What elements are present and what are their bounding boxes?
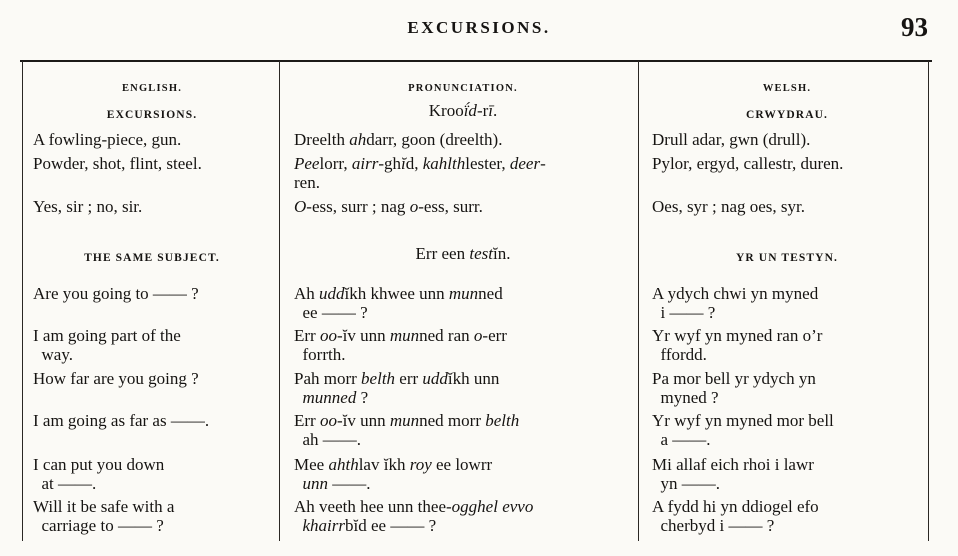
welsh-entry: Pylor, ergyd, callestr, duren. <box>652 154 844 173</box>
welsh-entry: Mi allaf eich rhoi i lawr yn ——. <box>652 455 814 493</box>
pronunciation-entry: Mee ahthlav ĭkh roy ee lowrr unn ——. <box>294 455 493 493</box>
english-entry: A fowling-piece, gun. <box>33 130 182 149</box>
welsh-column <box>652 0 922 556</box>
section-heading-pronunciation: Err een testĭn. <box>415 244 511 263</box>
welsh-entry: A fydd hi yn ddiogel efo cherbyd i —— ? <box>652 497 819 535</box>
pronunciation-entry: Err oo-ĭv unn munned morr belth ah ——. <box>294 411 520 449</box>
welsh-entry: Drull adar, gwn (drull). <box>652 130 811 149</box>
welsh-entry: Oes, syr ; nag oes, syr. <box>652 197 805 216</box>
column-header-pronunciation: PRONUNCIATION. <box>408 83 518 94</box>
section-heading-english: EXCURSIONS. <box>106 109 198 121</box>
section-heading-english: THE SAME SUBJECT. <box>84 252 220 264</box>
english-entry: I am going part of the way. <box>33 326 181 364</box>
welsh-entry: A ydych chwi yn myned i —— ? <box>652 284 819 322</box>
pronunciation-entry: Dreelth ahdarr, goon (dreelth). <box>294 130 503 149</box>
pronunciation-entry: Err oo-ĭv unn munned ran o-err forrth. <box>294 326 507 364</box>
section-heading-welsh: CRWYDRAU. <box>745 109 828 121</box>
english-entry: I am going as far as ——. <box>33 411 210 430</box>
english-entry: Powder, shot, flint, steel. <box>33 154 202 173</box>
english-entry: Yes, sir ; no, sir. <box>33 197 143 216</box>
running-title: EXCURSIONS. <box>407 18 551 37</box>
english-column <box>33 0 271 556</box>
column-rule <box>22 61 23 541</box>
section-heading-welsh: YR UN TESTYN. <box>736 252 838 264</box>
english-entry: I can put you down at ——. <box>33 455 165 493</box>
pronunciation-entry: Pah morr belth err uddĭkh unn munned ? <box>294 369 500 407</box>
column-rule <box>279 61 280 541</box>
pronunciation-entry: O-ess, surr ; nag o-ess, surr. <box>294 197 483 216</box>
column-header-english: ENGLISH. <box>121 83 183 94</box>
section-heading-pronunciation: Krooḯd-rī. <box>428 101 498 120</box>
column-header-welsh: WELSH. <box>762 83 812 94</box>
welsh-entry: Pa mor bell yr ydych yn myned ? <box>652 369 816 407</box>
column-rule <box>928 61 929 541</box>
pronunciation-entry: Ah veeth hee unn thee-ogghel evvo khairrbĭd ee —— ? <box>294 497 534 535</box>
column-rule <box>638 61 639 541</box>
english-entry: Will it be safe with a carriage to —— ? <box>33 497 175 535</box>
english-entry: How far are you going ? <box>33 369 199 388</box>
pronunciation-column <box>294 0 632 556</box>
welsh-entry: Yr wyf yn myned mor bell a ——. <box>652 411 834 449</box>
english-entry: Are you going to —— ? <box>33 284 199 303</box>
pronunciation-entry: Peelorr, airr-ghĭd, kahlthlester, deer- ren. <box>294 154 546 192</box>
page-number: 93 <box>901 12 928 42</box>
pronunciation-entry: Ah uddĭkh khwee unn munned ee —— ? <box>294 284 503 322</box>
welsh-entry: Yr wyf yn myned ran o’r ffordd. <box>652 326 823 364</box>
